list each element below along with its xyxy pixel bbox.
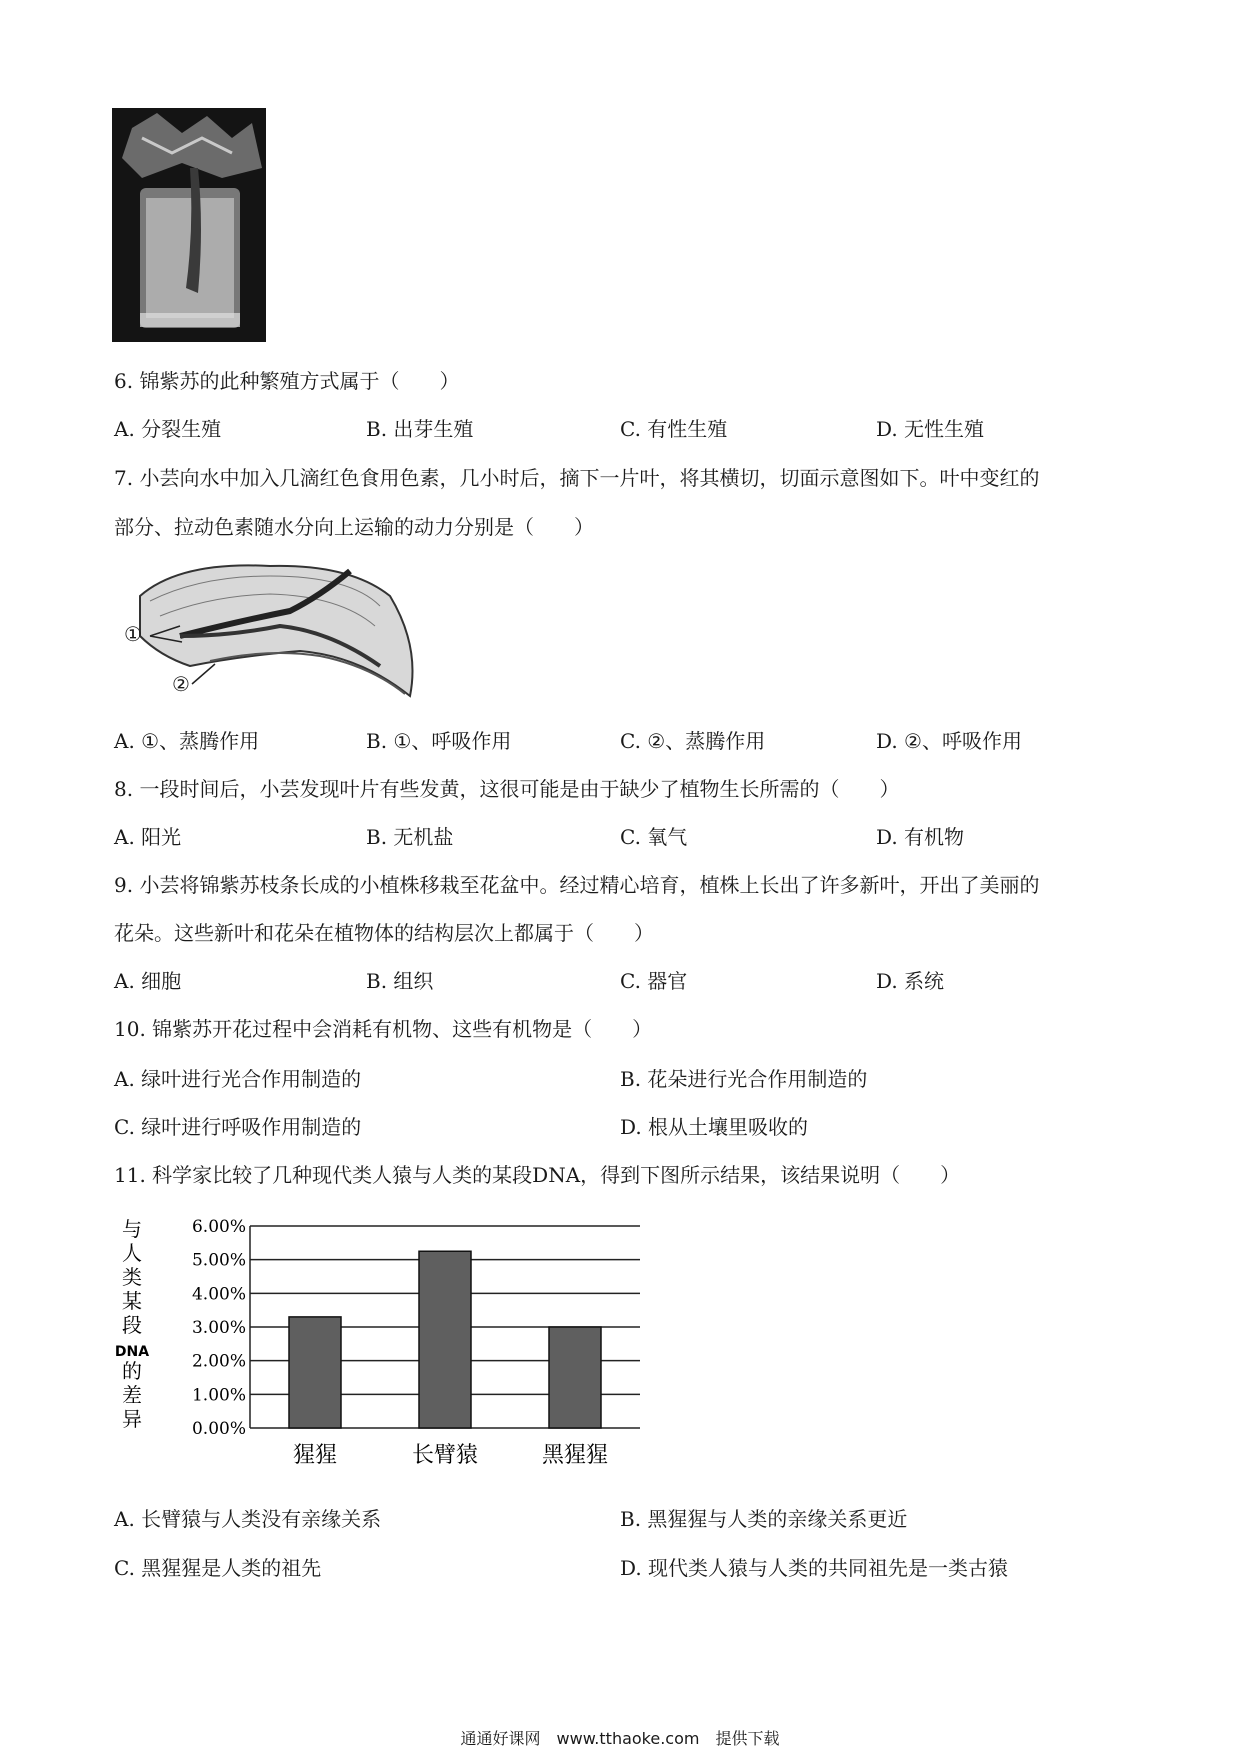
q7-option-c: C. ②、蒸腾作用 — [620, 729, 766, 753]
page-footer: 通通好课网 www.tthaoke.com 提供下载 — [460, 1729, 780, 1748]
y-tick-label: 4.00% — [191, 1284, 246, 1305]
y-tick-label: 1.00% — [191, 1385, 246, 1406]
y-axis-label-char: 与 — [122, 1217, 142, 1241]
q7-option-d: D. ②、呼吸作用 — [876, 729, 1022, 753]
q6-option-a: A. 分裂生殖 — [114, 417, 222, 441]
y-axis-label-char: 类 — [122, 1265, 142, 1289]
question-11-stem: 11. 科学家比较了几种现代类人猿与人类的某段DNA，得到下图所示结果，该结果说明（ ） — [114, 1163, 961, 1187]
x-tick-label: 长臂猿 — [411, 1443, 479, 1468]
q11-option-d: D. 现代类人猿与人类的共同祖先是一类古猿 — [620, 1556, 1009, 1580]
q8-option-a: A. 阳光 — [114, 825, 182, 849]
q10-option-a: A. 绿叶进行光合作用制造的 — [114, 1067, 362, 1091]
y-axis-label-char: 异 — [122, 1407, 142, 1431]
q10-option-d: D. 根从土壤里吸收的 — [620, 1115, 809, 1139]
q7-option-a: A. ①、蒸腾作用 — [114, 729, 260, 753]
leaf-cross-section-figure — [120, 556, 420, 708]
y-tick-label: 0.00% — [191, 1419, 246, 1439]
q9-option-d: D. 系统 — [876, 969, 945, 993]
y-axis-label-char: 某 — [122, 1289, 142, 1313]
q7-option-b: B. ①、呼吸作用 — [366, 729, 512, 753]
y-axis-label-char: 人 — [122, 1241, 142, 1265]
x-tick-label: 黑猩猩 — [541, 1443, 609, 1468]
y-axis-label-char: 差 — [122, 1383, 142, 1407]
q9-option-c: C. 器官 — [620, 969, 688, 993]
q10-option-c: C. 绿叶进行呼吸作用制造的 — [114, 1115, 362, 1139]
question-8-stem: 8. 一段时间后，小芸发现叶片有些发黄，这很可能是由于缺少了植物生长所需的（ ） — [114, 777, 900, 801]
y-tick-label: 2.00% — [191, 1351, 246, 1372]
x-tick-label: 猩猩 — [292, 1443, 338, 1468]
question-7-stem-line1: 7. 小芸向水中加入几滴红色食用色素，几小时后，摘下一片叶，将其横切，切面示意图如下。叶中变红的 — [114, 466, 1040, 490]
label-vessel-1: ① — [124, 622, 142, 646]
q6-option-c: C. 有性生殖 — [620, 417, 728, 441]
q8-option-d: D. 有机物 — [876, 825, 965, 849]
bar-1 — [289, 1317, 341, 1428]
q8-option-c: C. 氧气 — [620, 825, 688, 849]
y-tick-label: 3.00% — [191, 1318, 246, 1338]
q11-option-b: B. 黑猩猩与人类的亲缘关系更近 — [620, 1507, 908, 1531]
question-6-stem: 6. 锦紫苏的此种繁殖方式属于（ ） — [114, 369, 460, 393]
question-9-stem-line1: 9. 小芸将锦紫苏枝条长成的小植株移栽至花盆中。经过精心培育，植株上长出了许多新叶，开出了美丽的 — [114, 873, 1040, 897]
q11-option-c: C. 黑猩猩是人类的祖先 — [114, 1556, 322, 1580]
q9-option-a: A. 细胞 — [114, 969, 182, 993]
dna-difference-bar-chart — [114, 1210, 650, 1500]
label-vessel-2: ② — [172, 672, 190, 696]
q6-option-d: D. 无性生殖 — [876, 417, 985, 441]
y-axis-label-char: DNA — [114, 1344, 150, 1360]
y-axis-label-char: 段 — [122, 1313, 142, 1337]
q11-option-a: A. 长臂猿与人类没有亲缘关系 — [114, 1507, 382, 1531]
y-tick-label: 5.00% — [191, 1250, 246, 1271]
q9-option-b: B. 组织 — [366, 969, 434, 993]
question-7-stem-line2: 部分、拉动色素随水分向上运输的动力分别是（ ） — [114, 515, 594, 539]
y-tick-label: 6.00% — [191, 1217, 246, 1237]
question-10-stem: 10. 锦紫苏开花过程中会消耗有机物、这些有机物是（ ） — [114, 1017, 653, 1041]
bar-2 — [419, 1251, 471, 1428]
question-9-stem-line2: 花朵。这些新叶和花朵在植物体的结构层次上都属于（ ） — [114, 921, 654, 945]
bar-3 — [549, 1327, 601, 1428]
q8-option-b: B. 无机盐 — [366, 825, 454, 849]
q6-option-b: B. 出芽生殖 — [366, 417, 474, 441]
q10-option-b: B. 花朵进行光合作用制造的 — [620, 1067, 868, 1091]
plant-cutting-photo — [112, 108, 266, 342]
y-axis-label-char: 的 — [122, 1359, 142, 1383]
